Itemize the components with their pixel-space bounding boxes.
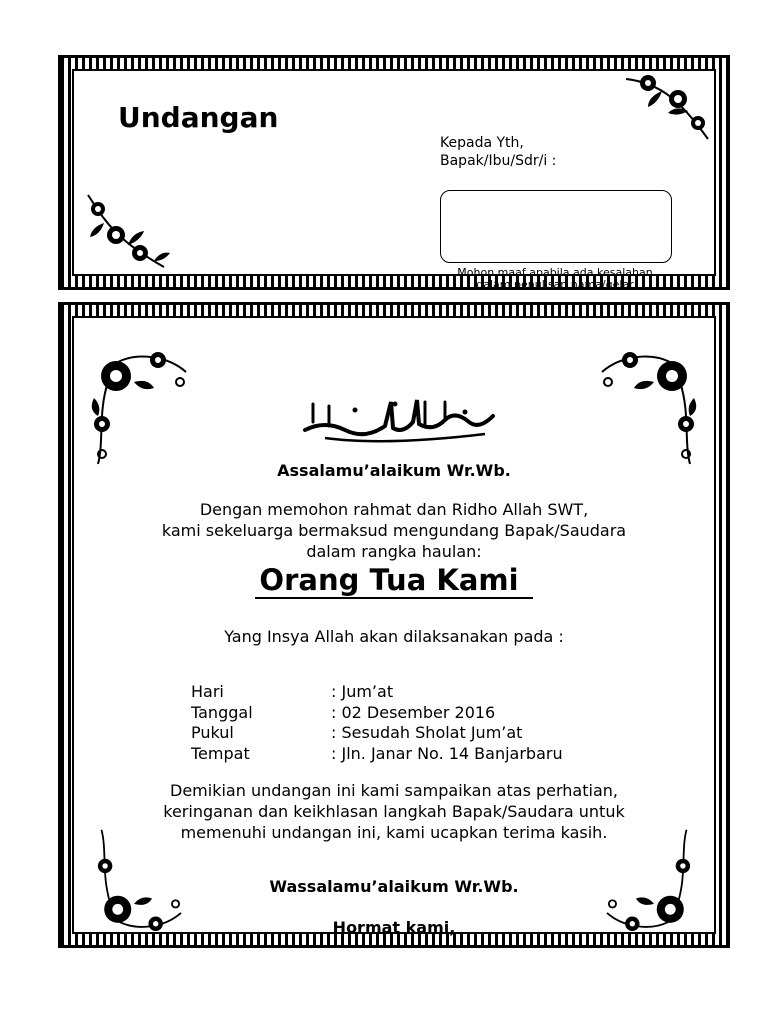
event-heading [74, 563, 714, 597]
detail-value: : Sesudah Sholat Jum’at [331, 723, 523, 742]
apology-note: Mohon maaf apabila ada kesalahan dalam penulisan nama/gelar [457, 267, 653, 289]
event-details [191, 682, 563, 764]
recipient-line-1: Kepada Yth, [440, 135, 524, 151]
floral-corner-icon [598, 342, 710, 466]
floral-corner-icon [84, 189, 174, 273]
detail-label: Tempat [191, 743, 250, 763]
intro-line: kami sekeluarga bermaksud mengundang Bapak/Saudara [161, 521, 627, 540]
recipient-line-2: Bapak/Ibu/Sdr/i : [440, 153, 557, 169]
envelope-panel [72, 69, 716, 289]
detail-row [191, 723, 563, 744]
detail-label: Pukul [191, 723, 234, 742]
event-heading-text: Orang Tua Kami [255, 563, 532, 599]
detail-value: : 02 Desember 2016 [331, 702, 496, 722]
detail-value: : Jum’at [331, 682, 394, 701]
recipient-label [440, 134, 556, 170]
intro-line: Dengan memohon rahmat dan Ridho Allah SWT, [199, 500, 589, 519]
detail-value: : Jln. Janar No. 14 Banjarbaru [331, 743, 563, 763]
invitation-panel [72, 316, 716, 937]
sign-off: Hormat kami, [332, 918, 456, 937]
detail-row [191, 703, 563, 724]
floral-corner-icon [78, 342, 190, 466]
closing-paragraph [74, 780, 714, 843]
recipient-name-box [440, 190, 672, 263]
closing-greeting: Wassalamu’alaikum Wr.Wb. [269, 877, 519, 896]
envelope-card [58, 55, 730, 290]
closing-line: Demikian undangan ini kami sampaikan atas perhatian, [170, 781, 618, 800]
closing-line: memenuhi undangan ini, kami ucapkan terima kasih. [180, 823, 608, 842]
envelope-title: Undangan [118, 101, 279, 134]
opening-greeting: Assalamu’alaikum Wr.Wb. [277, 461, 511, 480]
floral-corner-icon [622, 73, 712, 143]
invitation-card [58, 302, 730, 948]
detail-row [191, 744, 563, 765]
detail-label: Tanggal [191, 702, 253, 722]
detail-row [191, 682, 563, 703]
intro-line: dalam rangka haulan: [306, 542, 482, 561]
bismillah-calligraphy [295, 390, 507, 446]
closing-line: keringanan dan keikhlasan langkah Bapak/Saudara untuk [163, 802, 625, 821]
intro-paragraph [74, 499, 714, 562]
detail-label: Hari [191, 682, 224, 701]
schedule-lead: Yang Insya Allah akan dilaksanakan pada : [224, 627, 564, 646]
